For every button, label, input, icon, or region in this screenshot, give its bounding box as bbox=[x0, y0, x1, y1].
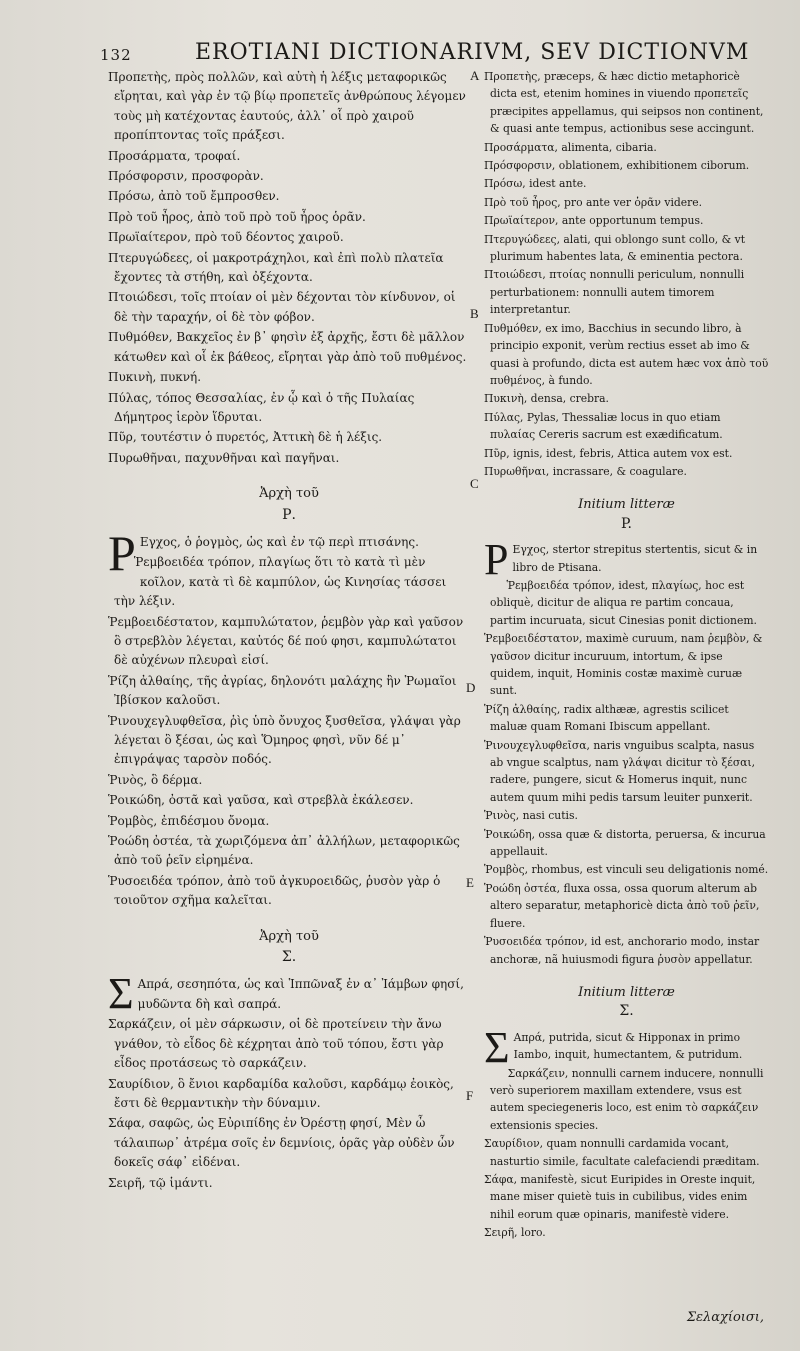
dictionary-entry: Σειρῆ, τῷ ἱμάντι. bbox=[108, 1175, 213, 1190]
dictionary-entry: Πῦρ, ignis, idest, febris, Attica autem vox est. bbox=[484, 446, 733, 460]
page-header bbox=[100, 40, 750, 70]
dictionary-entry: Ῥυσοειδέα τρόπον, id est, anchorario modo, instar anchoræ, nã huiusmodi figura ῥυσὸν appellatur. bbox=[484, 935, 760, 966]
dropcap-p: P bbox=[484, 535, 509, 585]
margin-letter-e: E bbox=[466, 875, 474, 890]
dictionary-entry: Προσάρματα, τροφαί. bbox=[108, 148, 241, 163]
margin-letter-a: A bbox=[470, 68, 480, 83]
greek-rho-first-entry bbox=[108, 524, 470, 581]
dictionary-entry: Πρὸ τοῦ ἦρος, ἀπὸ τοῦ πρὸ τοῦ ἦρος ὁρᾶν. bbox=[108, 209, 366, 224]
latin-rho-first-text: Εγχος, stertor strepitus stertentis, sicut & in libro de Ptisana. bbox=[512, 543, 758, 574]
dictionary-entry: Πυκινὴ, densa, crebra. bbox=[484, 392, 609, 406]
dropcap-sigma: Σ bbox=[108, 969, 134, 1019]
dictionary-entry: Σαρκάζειν, οἱ μὲν σάρκωσιν, οἱ δὲ προτείνειν τὴν ἄνω γνάθον, τὸ εἶδος δὲ κέχρηται ἀπὸ τοῦ τόπου, ἔστι γὰρ εἶδος προτάσεως τὸ σαρκάζειν. bbox=[108, 1017, 444, 1071]
dictionary-entry: Ῥινὸς, ὃ δέρμα. bbox=[108, 772, 203, 787]
dictionary-entry: Πτοιώδεσι, τοῖς πτοίαν οἱ μὲν δέχονται τὸν κίνδυνον, οἱ δὲ τὴν ταραχήν, οἱ δὲ τὸν φόβον. bbox=[108, 290, 456, 324]
dictionary-entry: Πρόσω, idest ante. bbox=[484, 177, 587, 191]
dictionary-entry: Ῥινὸς, nasi cutis. bbox=[484, 809, 578, 823]
dictionary-entry: Προπετὴς, præceps, & hæc dictio metaphoricè dicta est, etenim homines in viuendo προπετεῖς præcipites appellamus, qui seipsos non continent, & quasi ante tempus, actionibus sese accingunt. bbox=[484, 70, 764, 136]
dictionary-entry: Πυθμόθεν, ex imo, Bacchius in secundo libro, à principio exponit, verùm rectius esset ab imo & quasi à profundo, dicta est autem hæc vox ἀπὸ τοῦ πυθμένος, à fundo. bbox=[484, 321, 769, 387]
dictionary-entry: Πύλας, Pylas, Thessaliæ locus in quo etiam πυλαίας Cereris sacrum est exædificatum. bbox=[484, 410, 723, 442]
dictionary-entry: Ῥομβὸς, rhombus, est vinculi seu deligationis nomé. bbox=[484, 863, 769, 877]
margin-letter-c: C bbox=[470, 476, 479, 491]
dictionary-entry: Πρόσφορσιν, προσφορὰν. bbox=[108, 169, 264, 184]
latin-section-sigma-title: Initium litteræ bbox=[578, 984, 675, 1000]
dictionary-entry: Πρόσω, ἀπὸ τοῦ ἔμπροσθεν. bbox=[108, 189, 280, 204]
dropcap-sigma-latin: Σ bbox=[484, 1022, 510, 1072]
page-number: 132 bbox=[100, 46, 132, 64]
dictionary-entry: Ῥοικώδη, ossa quæ & distorta, peruersa, & incurua appellauit. bbox=[484, 827, 766, 859]
greek-sigma-first-entry bbox=[108, 969, 470, 1019]
dictionary-entry: Πῦρ, τουτέστιν ὁ πυρετός, Ἀττικὴ δὲ ἡ λέξις. bbox=[108, 430, 383, 445]
dictionary-entry: Πυκινὴ, πυκνή. bbox=[108, 370, 202, 385]
dictionary-entry: Προσάρματα, alimenta, cibaria. bbox=[484, 140, 657, 154]
dictionary-entry: Πτερυγώδεες, οἱ μακροτράχηλοι, καὶ ἐπὶ πολὺ πλατεῖα ἔχοντες τὰ στήθη, καὶ ὀξέχοντα. bbox=[108, 250, 444, 285]
dictionary-entry: Ῥομβὸς, ἐπιδέσμου ὄνομα. bbox=[108, 813, 270, 828]
greek-sigma-first-text: Απρά, σεσηπότα, ὡς καὶ Ἱππῶναξ ἐν α᾽ Ἰάμβων φησί, μυδῶντα δὴ καὶ σαπρά. bbox=[137, 977, 464, 1011]
latin-entries-rho bbox=[484, 577, 769, 968]
greek-section-rho-title: Ἀρχὴ τοῦ bbox=[259, 486, 319, 502]
dictionary-entry: Πρόσφορσιν, oblationem, exhibitionem ciborum. bbox=[484, 159, 750, 173]
dictionary-entry: Πύλας, τόπος Θεσσαλίας, ἐν ᾧ καὶ ὁ τῆς Πυλαίας Δήμητρος ἱερὸν ἵδρυται. bbox=[108, 390, 415, 424]
dictionary-entry: Πρωϊαίτερον, ante opportunum tempus. bbox=[484, 214, 704, 228]
greek-entries-rho bbox=[108, 553, 470, 910]
greek-rho-first-text: Εγχος, ὁ ῥογμὸς, ὡς καὶ ἐν τῷ περὶ πτισάνης. bbox=[139, 534, 419, 549]
dictionary-entry: Προπετὴς, πρὸς πολλῶν, καὶ αὐτὴ ἡ λέξις μεταφορικῶς εἴρηται, καὶ γὰρ ἐν τῷ βίῳ προπετεῖς ἀνθρώπους λέγομεν τοὺς μὴ κατέχοντας ἑαυτούς, ἀλλ᾽ οἷ πρὸ χαιροῦ προπίπτοντας τοῖς πράξεσι. bbox=[108, 70, 466, 143]
dictionary-entry: Πρωϊαίτερον, πρὸ τοῦ δέοντος χαιροῦ. bbox=[108, 230, 344, 245]
dictionary-entry: Πυρωθῆναι, παχυνθῆναι καὶ παγῆναι. bbox=[108, 450, 340, 465]
dictionary-entry: Σάφα, σαφῶς, ὡς Εὐριπίδης ἐν Ὀρέστῃ φησί, Μὲν ὦ τάλαιπωρ᾽ ἀτρέμα σοῖς ἐν δεμνίοις, ὁρᾶς γὰρ οὐδὲν ὧν δοκεῖς σάφ᾽ εἰδέναι. bbox=[108, 1116, 455, 1170]
latin-sigma-first-entry bbox=[484, 1022, 769, 1072]
dictionary-entry: Πυρωθῆναι, incrassare, & coagulare. bbox=[484, 464, 687, 478]
greek-column bbox=[108, 68, 470, 1194]
dictionary-entry: Ῥίζη ἀλθαίης, τῆς ἀγρίας, δηλονότι μαλάχης ἣν Ῥωμαῖοι Ἰβίσκον καλοῦσι. bbox=[108, 673, 457, 708]
greek-entries-sigma bbox=[108, 1015, 470, 1193]
dropcap-rho: Ρ bbox=[108, 524, 136, 581]
greek-section-rho-letter: Ρ. bbox=[282, 506, 296, 523]
margin-letter-f: F bbox=[466, 1088, 474, 1103]
dictionary-entry: Ῥοικώδη, ὀστᾶ καὶ γαῦσα, καὶ στρεβλὰ ἐκάλεσεν. bbox=[108, 793, 414, 808]
dictionary-entry: Σειρῆ, loro. bbox=[484, 1226, 546, 1240]
dictionary-entry: Ῥυσοειδέα τρόπον, ἀπὸ τοῦ ἀγκυροειδῶς, ῥυσὸν γὰρ ὁ τοιοῦτον σχῆμα καλεῖται. bbox=[108, 873, 441, 908]
catchword: Σελαχίοισι, bbox=[686, 1310, 764, 1325]
greek-entries-pi bbox=[108, 68, 470, 468]
dictionary-entry: Πτερυγώδεες, alati, qui oblongo sunt collo, & vt plurimum habentes lata, & eminentia pectora. bbox=[484, 232, 746, 264]
dictionary-entry: Σαυρίδιον, quam nonnulli cardamida vocant, nasturtio simile, facultate calefaciendi præditam. bbox=[484, 1137, 760, 1168]
dictionary-entry: Ῥεμβοειδέα τρόπον, πλαγίως ὅτι τὸ κατὰ τὶ μὲν κοῖλον, κατὰ τὶ δὲ καμπύλον, ὡς Κινησίας τάσσει τὴν λέξιν. bbox=[114, 555, 447, 609]
dictionary-entry: Ῥίζη ἀλθαίης, radix althææ, agrestis scilicet maluæ quam Romani Ibiscum appellant. bbox=[484, 702, 729, 734]
latin-rho-first-entry bbox=[484, 535, 769, 585]
dictionary-entry: Ῥεμβοειδέστατον, καμπυλώτατον, ῥεμβὸν γὰρ καὶ γαῦσον ὃ στρεβλὸν λέγεται, καὐτός δέ πού φησι, καμπυλώτατοι δὲ αὐχένων πλευραὶ εἰσί. bbox=[108, 614, 464, 668]
margin-letter-d: D bbox=[466, 680, 476, 695]
dictionary-entry: Πυθμόθεν, Βακχεῖος ἐν β᾽ φησὶν ἐξ ἀρχῆς, ἔστι δὲ μᾶλλον κάτωθεν καὶ οἷ ἐκ βάθεος, εἴρηται γὰρ ἀπὸ τοῦ πυθμένος. bbox=[108, 330, 467, 364]
dictionary-entry: Ῥινουχεγλυφθεῖσα, ῥὶς ὑπὸ ὄνυχος ξυσθεῖσα, γλάψαι γὰρ λέγεται ὃ ξέσαι, ὡς καὶ Ὅμηρος φησὶ, νῦν δέ μ᾽ ἐπιγράψας ταρσὸν ποδός. bbox=[108, 713, 461, 767]
dictionary-entry: Πρὸ τοῦ ἦρος, pro ante ver ὁρᾶν videre. bbox=[484, 195, 703, 209]
latin-entries-pi bbox=[484, 68, 769, 480]
running-title: EROTIANI DICTIONARIVM, SEV DICTIONVM bbox=[195, 40, 750, 65]
dictionary-entry: Πτοιώδεσι, πτοίας nonnulli periculum, nonnulli perturbationem: nonnulli autem timorem interpretantur. bbox=[484, 268, 745, 317]
latin-section-rho-title: Initium litteræ bbox=[578, 497, 675, 513]
latin-section-sigma-letter: Σ. bbox=[619, 1003, 634, 1020]
dictionary-entry: Ῥεμβοειδέστατον, maximè curuum, nam ῥεμβὸν, & γαῦσον dicitur incuruum, intortum, & ipse quidem, inquit, Hominis costæ maximè curuæ sunt. bbox=[484, 632, 763, 698]
dictionary-entry: Σάφα, manifestè, sicut Euripides in Oreste inquit, mane miser quietè tuis in cubilibus, vides enim nihil eorum quæ opinaris, manifestè videre. bbox=[484, 1172, 756, 1221]
dictionary-entry: Σαυρίδιον, ὃ ἔνιοι καρδαμίδα καλοῦσι, καρδάμῳ ἐοικὸς, ἔστι δὲ θερμαντικὴν τὴν δύναμιν. bbox=[108, 1076, 454, 1110]
dictionary-entry: Σαρκάζειν, nonnulli carnem inducere, nonnulli verò superiorem maxillam extendere, vsus est autem speciegeneris loco, est enim τὸ σαρκάζειν extensionis species. bbox=[490, 1066, 764, 1132]
latin-sigma-first-text: Απρά, putrida, sicut & Hipponax in primo Iambo, inquit, humectantem, & putridum. bbox=[513, 1030, 743, 1062]
dictionary-entry: Ῥοώδη ὀστέα, fluxa ossa, ossa quorum alterum ab altero separatur, metaphoricè dicta ἀπὸ τοῦ ῥεῖν, fluere. bbox=[484, 881, 760, 930]
dictionary-entry: Ῥοώδη ὀστέα, τὰ χωριζόμενα ἀπ᾽ ἀλλήλων, μεταφορικῶς ἀπὸ τοῦ ῥεῖν εἰρημένα. bbox=[108, 834, 460, 868]
latin-section-rho-letter: P. bbox=[620, 515, 633, 532]
dictionary-entry: Ῥεμβοειδέα τρόπον, idest, πλαγίως, hoc est obliquè, dicitur de aliqua re partim concaua, partim incuruata, sicut Cinesias ponit dictionem. bbox=[490, 578, 757, 627]
latin-column bbox=[484, 68, 769, 1243]
greek-section-sigma-title: Ἀρχὴ τοῦ bbox=[259, 928, 319, 944]
latin-entries-sigma bbox=[484, 1065, 769, 1242]
margin-letter-b: B bbox=[470, 306, 479, 321]
greek-section-sigma-letter: Σ. bbox=[281, 949, 297, 966]
dictionary-entry: Ῥινουχεγλυφθεῖσα, naris vnguibus scalpta, nasus ab vngue scalptus, nam γλάψαι dicitur τὸ ξέσαι, radere, pungere, sicut & Homerus inquit, nunc autem quum mihi pedis tarsum leuiter punxerit. bbox=[484, 738, 756, 804]
